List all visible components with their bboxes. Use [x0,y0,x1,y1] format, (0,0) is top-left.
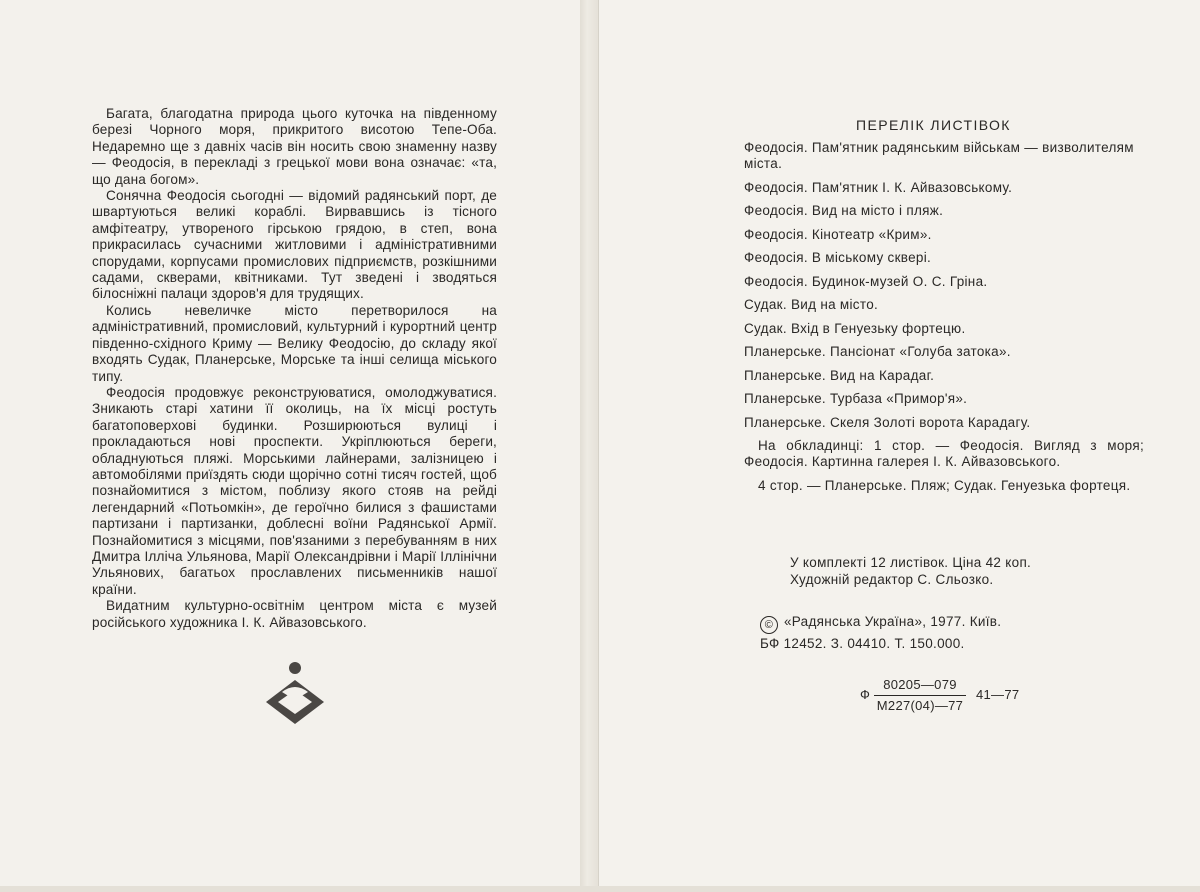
index-denominator: М227(04)—77 [874,695,966,713]
list-item: Планерське. Скеля Золоті ворота Карадагу. [744,414,1031,430]
intro-text [92,106,497,631]
list-item: Феодосія. В міському сквері. [744,250,932,265]
set-count-price: У комплекті 12 листівок. Ціна 42 коп. [790,555,1032,570]
paragraph: Багата, благодатна природа цього куточка на південному березі Чорного моря, прикритого висотою Тепе-Оба. Недаремно ще з давніх часів він носить свою знаменну назву — Феодосія, в перекладі з грецької мови вона означає: «та, що дана богом». [92,106,497,187]
list-item: Судак. Вхід в Генуезьку фортецю. [744,320,966,336]
index-suffix: 41—77 [976,687,1020,702]
list-item: Феодосія. Вид на місто і пляж. [744,203,944,218]
list-item: Планерське. Вид на Карадаг. [744,367,935,383]
index-fraction [874,677,966,713]
postcard-list [744,140,1144,501]
cover-note: 4 стор. — Планерське. Пляж; Судак. Генуезька фортеця. [758,477,1131,493]
publisher-logo-icon [262,656,328,726]
list-item: Планерське. Пансіонат «Голуба затока». [744,344,1011,359]
list-item: Судак. Вид на місто. [744,297,879,312]
bottom-edge [0,886,1200,892]
art-editor: Художній редактор С. Сльозко. [790,571,994,587]
book-gutter [580,0,598,892]
index-numerator: 80205—079 [883,677,957,692]
list-item: Феодосія. Кінотеатр «Крим». [744,226,932,242]
list-item: Планерське. Турбаза «Примор'я». [744,391,968,406]
index-prefix: Ф [860,687,871,702]
list-item: Феодосія. Будинок-музей О. С. Гріна. [744,273,988,289]
paragraph: Колись невеличке місто перетворилося на адміністративний, промисловий, культурний і курортний центр південно-східного Криму — Велику Феодосію, до складу якої входять Судак, Планерське, Морське та інші селища міського типу. [92,302,497,384]
copyright-icon: © [760,616,778,634]
left-page [0,0,581,892]
paragraph: Сонячна Феодосія сьогодні — відомий радянський порт, де швартуються великі кораблі. Вирвавшись із тісного амфітеатру, утвореного гірською грядою, в степ, вона прикрасилась сучасними житловими і адміністративними спорудами, корпусами промислових підприємств, розкішними садами, скверами, квітниками. Тут зведені і зводяться білосніжні палаци здоров'я для трудящих. [92,188,497,302]
paragraph: Видатним культурно-освітнім центром міста є музей російського художника І. К. Айвазовського. [92,598,497,630]
set-info [790,555,1031,588]
publisher-block [760,612,1001,654]
list-item: Феодосія. Пам'ятник І. К. Айвазовському. [744,179,1013,195]
cover-note: На обкладинці: 1 стор. — Феодосія. Вигляд з моря; Феодосія. Картинна галерея І. К. Айвазовського. [744,438,1144,469]
list-item: Феодосія. Пам'ятник радянським військам — визволителям міста. [744,140,1134,171]
page-title: ПЕРЕЛІК ЛИСТІВОК [856,117,1011,133]
print-info: БФ 12452. З. 04410. Т. 150.000. [760,636,965,651]
paragraph: Феодосія продовжує реконструюватися, омолоджуватися. Зникають старі хатини її околиць, на їх місці ростуть багатоповерхові будинки. Розширюються вулиці і прокладаються нові проспекти. Укріплюються береги, обладнуються пляжі. Морськими лайнерами, залізницею і автомобілями приїздять сюди щорічно сотні тисяч гостей, щоб познайомитися з містом, поблизу якого стояв на рейді легендарний «Потьомкін», де героїчно билися з фашистами партизани і партизанки, доблесні воїни Радянської Армії. Познайомитися з місцями, пов'язаними з перебуванням в них Дмитра Ілліча Ульянова, Марії Олександрівни і Марії Іллінічни Ульянових, багатьох прославлених письменників нашої країни. [92,384,497,597]
publisher-name: «Радянська Україна», 1977. Київ. [784,614,1002,629]
